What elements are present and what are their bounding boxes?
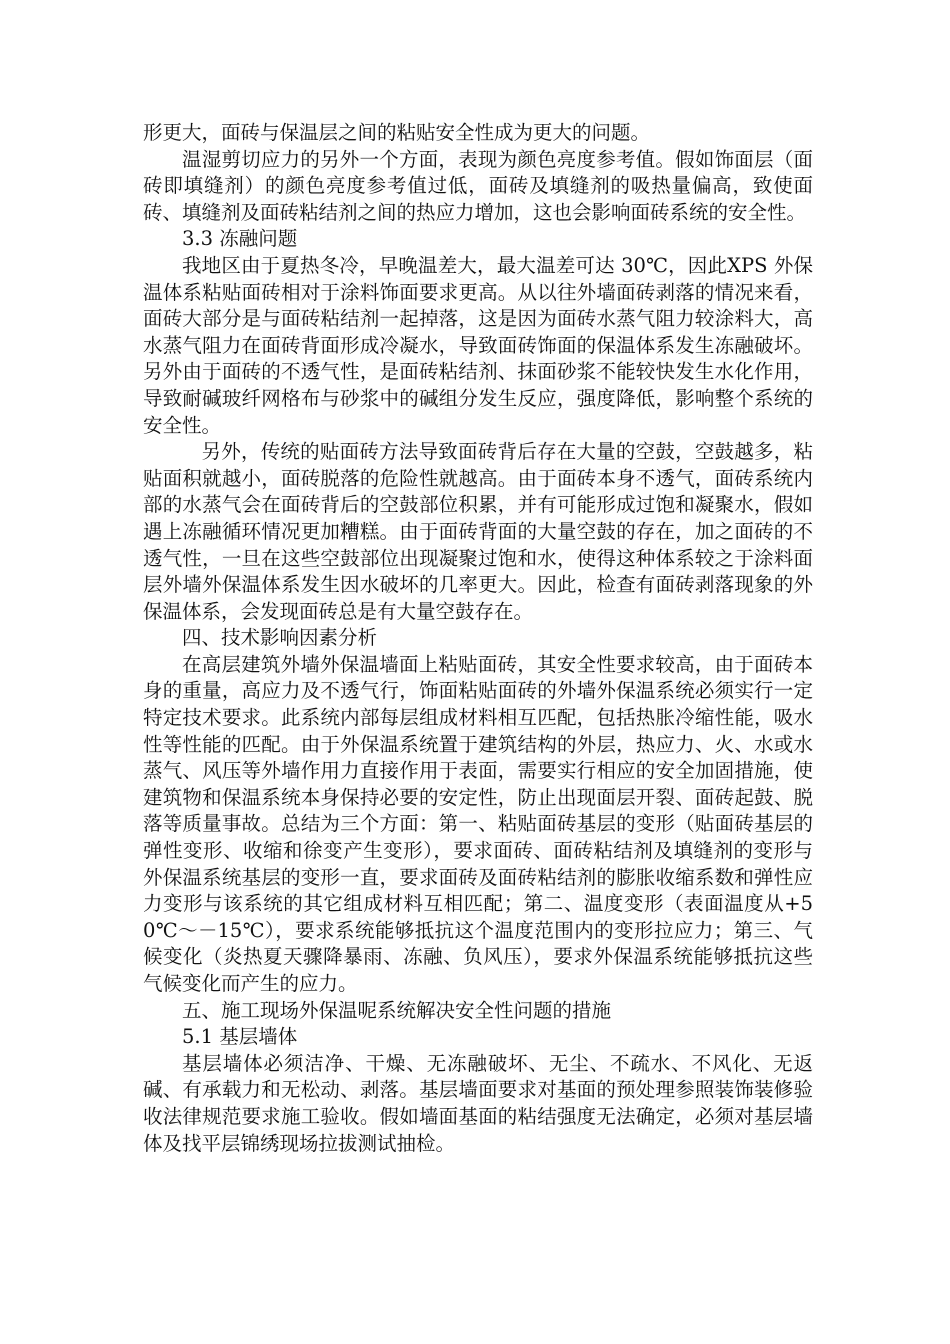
section-heading-4: 四、技术影响因素分析 xyxy=(182,626,378,650)
section-heading-5: 五、施工现场外保温呢系统解决安全性问题的措施 xyxy=(182,998,612,1022)
document-body xyxy=(143,120,813,1157)
paragraph-hollow-drum: 另外，传统的贴面砖方法导致面砖背后存在大量的空鼓，空鼓越多，粘贴面积就越小，面砖脱落的危险性就越高。由于面砖本身不透气，面砖系统内部的水蒸气会在面砖背后的空鼓部位积累，并有可能形成过饱和凝聚水，假如遇上冻融循环情况更加糟糕。由于面砖背面的大量空鼓的存在，加之面砖的不透气性，一旦在这些空鼓部位出现凝聚过饱和水，使得这种体系较之于涂料面层外墙外保温体系发生因水破坏的几率更大。因此，检查有面砖剥落现象的外保温体系，会发现面砖总是有大量空鼓存在。 xyxy=(143,440,813,623)
paragraph-technical-factors: 在高层建筑外墙外保温墙面上粘贴面砖，其安全性要求较高，由于面砖本身的重量，高应力及不透气行，饰面粘贴面砖的外墙外保温系统必须实行一定特定技术要求。此系统内部每层组成材料相互匹配，包括热胀冷缩性能，吸水性等性能的匹配。由于外保温系统置于建筑结构的外层，热应力、火、水或水蒸气、风压等外墙作用力直接作用于表面，需要实行相应的安全加固措施，使建筑物和保温系统本身保持必要的安定性，防止出现面层开裂、面砖起鼓、脱落等质量事故。总结为三个方面：第一、粘贴面砖基层的变形（贴面砖基层的弹性变形、收缩和徐变产生变形），要求面砖、面砖粘结剂及填缝剂的变形与外保温系统基层的变形一直，要求面砖及面砖粘结剂的膨胀收缩系数和弹性应力变形与该系统的其它组成材料互相匹配；第二、温度变形（表面温度从+50℃～－15℃），要求系统能够抵抗这个温度范围内的变形拉应力；第三、气候变化（炎热夏天骤降暴雨、冻融、负风压），要求外保温系统能够抵抗这些气候变化而产生的应力。 xyxy=(143,652,813,995)
section-heading-3-3: 3.3 冻融问题 xyxy=(182,227,298,251)
paragraph-continuation: 形更大，面砖与保温层之间的粘贴安全性成为更大的问题。 xyxy=(143,121,651,144)
section-heading-5-1: 5.1 基层墙体 xyxy=(182,1025,298,1049)
paragraph-base-wall: 基层墙体必须洁净、干燥、无冻融破坏、无尘、不疏水、不风化、无返碱、有承载力和无松动、剥落。基层墙面要求对基面的预处理参照装饰装修验收法律规范要求施工验收。假如墙面基面的粘结强度无法确定，必须对基层墙体及找平层锦绣现场拉拔测试抽检。 xyxy=(143,1051,813,1155)
paragraph-color-brightness: 温湿剪切应力的另外一个方面，表现为颜色亮度参考值。假如饰面层（面砖即填缝剂）的颜色亮度参考值过低，面砖及填缝剂的吸热量偏高，致使面砖、填缝剂及面砖粘结剂之间的热应力增加，这也会影响面砖系统的安全性。 xyxy=(143,147,813,224)
paragraph-freeze-thaw: 我地区由于夏热冬冷，早晚温差大，最大温差可达 30℃，因此XPS 外保温体系粘贴面砖相对于涂料饰面要求更高。从以往外墙面砖剥落的情况来看，面砖大部分是与面砖粘结剂一起掉落，这是因为面砖水蒸气阻力较涂料大，高水蒸气阻力在面砖背面形成冷凝水，导致面砖饰面的保温体系发生冻融破坏。另外由于面砖的不透气性，是面砖粘结剂、抹面砂浆不能较快发生水化作用，导致耐碱玻纤网格布与砂浆中的碱组分发生反应，强度降低，影响整个系统的安全性。 xyxy=(143,253,813,437)
